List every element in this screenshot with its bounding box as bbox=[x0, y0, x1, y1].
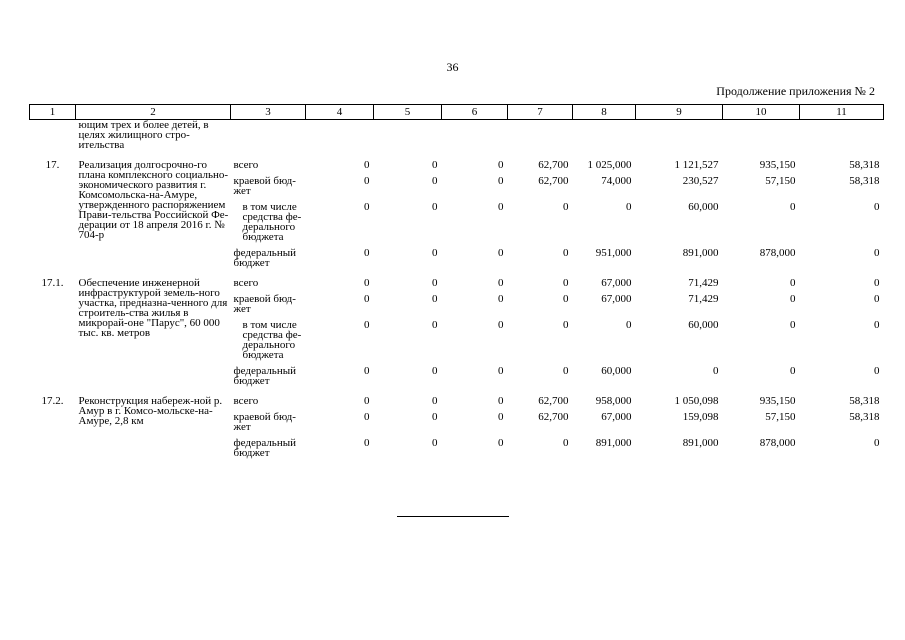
header-row bbox=[30, 105, 884, 120]
funding-source: федеральный бюджет bbox=[233, 437, 296, 459]
value-cell: 1 121,527 bbox=[674, 159, 719, 171]
measure-name: Реконструкция набереж-ной р. Амур в г. Комсо-мольске-на-Амуре, 2,8 км bbox=[78, 395, 223, 427]
value-cell: 0 bbox=[432, 175, 438, 187]
value-cell: 0 bbox=[364, 159, 370, 171]
value-cell: 0 bbox=[432, 201, 438, 213]
value-cell: 0 bbox=[790, 277, 796, 289]
carry-no-cell bbox=[30, 120, 76, 151]
value-cell: 878,000 bbox=[759, 437, 796, 449]
value-cell: 0 bbox=[563, 437, 569, 449]
value-cell: 0 bbox=[874, 201, 880, 213]
value-cell: 67,000 bbox=[601, 293, 632, 305]
table-row bbox=[30, 150, 884, 170]
value-cell: 0 bbox=[432, 437, 438, 449]
value-cell: 0 bbox=[874, 293, 880, 305]
funding-source: в том числе средства фе-дерального бюджета bbox=[242, 201, 302, 243]
funding-source: в том числе средства фе-дерального бюджета bbox=[242, 319, 302, 361]
funding-source: краевой бюд-жет bbox=[233, 175, 296, 197]
value-cell: 60,000 bbox=[688, 201, 719, 213]
value-cell: 0 bbox=[364, 201, 370, 213]
value-cell: 0 bbox=[498, 365, 504, 377]
value-cell: 0 bbox=[364, 319, 370, 331]
column-header-6: 6 bbox=[442, 105, 508, 120]
table-row bbox=[30, 268, 884, 288]
value-cell: 0 bbox=[790, 365, 796, 377]
carry-over-text: ющим трех и более детей, в целях жилищного стро-ительства bbox=[78, 119, 209, 151]
empty-cell bbox=[573, 120, 636, 151]
value-cell: 58,318 bbox=[849, 411, 880, 423]
row-number: 17.2. bbox=[41, 395, 64, 407]
value-cell: 0 bbox=[364, 411, 370, 423]
value-cell: 60,000 bbox=[688, 319, 719, 331]
column-header-7: 7 bbox=[508, 105, 573, 120]
funding-source: краевой бюд-жет bbox=[233, 411, 296, 433]
column-header-10: 10 bbox=[723, 105, 800, 120]
value-cell: 0 bbox=[432, 159, 438, 171]
column-header-1: 1 bbox=[30, 105, 76, 120]
value-cell: 62,700 bbox=[538, 159, 569, 171]
value-cell: 0 bbox=[874, 247, 880, 259]
budget-table bbox=[29, 104, 884, 458]
empty-cell bbox=[508, 120, 573, 151]
value-cell: 0 bbox=[432, 247, 438, 259]
value-cell: 0 bbox=[790, 293, 796, 305]
value-cell: 0 bbox=[364, 277, 370, 289]
value-cell: 159,098 bbox=[682, 411, 719, 423]
value-cell: 0 bbox=[563, 319, 569, 331]
footer-rule bbox=[397, 516, 509, 517]
value-cell: 67,000 bbox=[601, 411, 632, 423]
value-cell: 1 025,000 bbox=[587, 159, 632, 171]
value-cell: 935,150 bbox=[759, 395, 796, 407]
column-header-8: 8 bbox=[573, 105, 636, 120]
value-cell: 0 bbox=[364, 395, 370, 407]
value-cell: 0 bbox=[563, 365, 569, 377]
row-number: 17.1. bbox=[41, 277, 64, 289]
column-header-2: 2 bbox=[76, 105, 231, 120]
funding-source: всего bbox=[233, 277, 259, 289]
value-cell: 0 bbox=[432, 411, 438, 423]
value-cell: 891,000 bbox=[682, 247, 719, 259]
value-cell: 0 bbox=[498, 437, 504, 449]
value-cell: 0 bbox=[498, 159, 504, 171]
value-cell: 0 bbox=[364, 365, 370, 377]
value-cell: 0 bbox=[498, 395, 504, 407]
value-cell: 0 bbox=[432, 395, 438, 407]
value-cell: 0 bbox=[364, 437, 370, 449]
value-cell: 0 bbox=[563, 201, 569, 213]
value-cell: 57,150 bbox=[765, 411, 796, 423]
funding-source: всего bbox=[233, 159, 259, 171]
value-cell: 0 bbox=[498, 293, 504, 305]
appendix-caption: Продолжение приложения № 2 bbox=[716, 84, 875, 98]
measure-name: Реализация долгосрочно-го плана комплексного социально-экономического развития г. Комсомольска-на-Амуре, утвержденного распоряжением Прави-тельства Российской Фе-дерации от 18 апреля 2016 г. № 704-р bbox=[78, 159, 229, 241]
table-row bbox=[30, 386, 884, 406]
value-cell: 74,000 bbox=[601, 175, 632, 187]
value-cell: 0 bbox=[626, 319, 632, 331]
value-cell: 0 bbox=[874, 319, 880, 331]
empty-cell bbox=[800, 120, 884, 151]
value-cell: 0 bbox=[874, 277, 880, 289]
value-cell: 878,000 bbox=[759, 247, 796, 259]
value-cell: 0 bbox=[364, 247, 370, 259]
value-cell: 891,000 bbox=[595, 437, 632, 449]
value-cell: 951,000 bbox=[595, 247, 632, 259]
value-cell: 0 bbox=[498, 319, 504, 331]
value-cell: 0 bbox=[364, 175, 370, 187]
value-cell: 58,318 bbox=[849, 175, 880, 187]
value-cell: 0 bbox=[498, 247, 504, 259]
value-cell: 0 bbox=[874, 437, 880, 449]
value-cell: 62,700 bbox=[538, 175, 569, 187]
value-cell: 0 bbox=[364, 293, 370, 305]
value-cell: 0 bbox=[498, 411, 504, 423]
funding-source: всего bbox=[233, 395, 259, 407]
value-cell: 0 bbox=[432, 365, 438, 377]
value-cell: 71,429 bbox=[688, 277, 719, 289]
value-cell: 0 bbox=[498, 175, 504, 187]
value-cell: 230,527 bbox=[682, 175, 719, 187]
value-cell: 0 bbox=[790, 319, 796, 331]
empty-cell bbox=[636, 120, 723, 151]
empty-cell bbox=[723, 120, 800, 151]
value-cell: 58,318 bbox=[849, 159, 880, 171]
empty-cell bbox=[442, 120, 508, 151]
value-cell: 0 bbox=[790, 201, 796, 213]
value-cell: 891,000 bbox=[682, 437, 719, 449]
value-cell: 0 bbox=[432, 293, 438, 305]
value-cell: 0 bbox=[563, 277, 569, 289]
value-cell: 71,429 bbox=[688, 293, 719, 305]
value-cell: 0 bbox=[432, 277, 438, 289]
value-cell: 935,150 bbox=[759, 159, 796, 171]
value-cell: 67,000 bbox=[601, 277, 632, 289]
row-number: 17. bbox=[45, 159, 60, 171]
value-cell: 62,700 bbox=[538, 411, 569, 423]
carry-over-row bbox=[30, 120, 884, 151]
value-cell: 0 bbox=[874, 365, 880, 377]
column-header-5: 5 bbox=[374, 105, 442, 120]
value-cell: 60,000 bbox=[601, 365, 632, 377]
value-cell: 958,000 bbox=[595, 395, 632, 407]
value-cell: 57,150 bbox=[765, 175, 796, 187]
value-cell: 62,700 bbox=[538, 395, 569, 407]
empty-cell bbox=[306, 120, 374, 151]
empty-cell bbox=[231, 120, 306, 151]
funding-source: федеральный бюджет bbox=[233, 247, 296, 269]
page-number: 36 bbox=[446, 60, 459, 74]
column-header-4: 4 bbox=[306, 105, 374, 120]
value-cell: 58,318 bbox=[849, 395, 880, 407]
column-header-9: 9 bbox=[636, 105, 723, 120]
funding-source: краевой бюд-жет bbox=[233, 293, 296, 315]
value-cell: 0 bbox=[432, 319, 438, 331]
measure-name: Обеспечение инженерной инфраструктурой земель-ного участка, предназна-ченного для строитель-ства жилья в микрорай-оне "Парус", 60 000 тыс. кв. метров bbox=[78, 277, 228, 339]
empty-cell bbox=[374, 120, 442, 151]
value-cell: 1 050,098 bbox=[674, 395, 719, 407]
value-cell: 0 bbox=[498, 201, 504, 213]
value-cell: 0 bbox=[563, 293, 569, 305]
funding-source: федеральный бюджет bbox=[233, 365, 296, 387]
column-header-3: 3 bbox=[231, 105, 306, 120]
column-header-11: 11 bbox=[800, 105, 884, 120]
value-cell: 0 bbox=[498, 277, 504, 289]
value-cell: 0 bbox=[626, 201, 632, 213]
value-cell: 0 bbox=[713, 365, 719, 377]
value-cell: 0 bbox=[563, 247, 569, 259]
